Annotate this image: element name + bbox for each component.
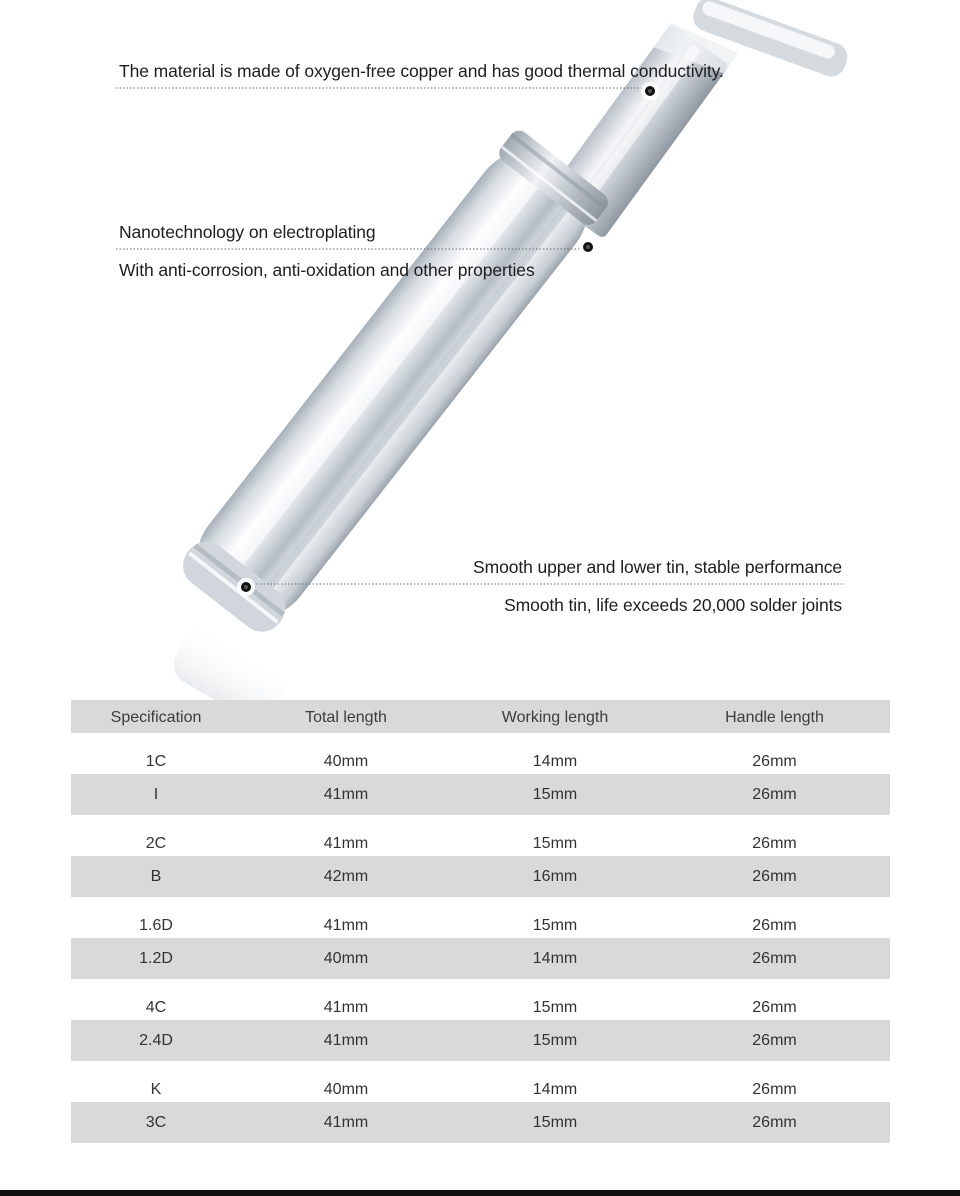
table-row <box>71 1020 890 1061</box>
header-total-length: Total length <box>305 708 387 726</box>
callout-material: The material is made of oxygen-free copper and has good thermal conductivity. <box>119 61 724 81</box>
cell-total: 40mm <box>241 938 451 979</box>
cell-working: 14mm <box>532 1081 578 1098</box>
cell-total: 40mm <box>323 1081 369 1098</box>
cell-spec: 3C <box>71 1102 241 1143</box>
cell-handle: 26mm <box>752 1081 797 1098</box>
cell-total: 41mm <box>323 835 369 852</box>
cell-working: 15mm <box>451 774 659 815</box>
cell-spec: 4C <box>145 999 167 1016</box>
cell-handle: 26mm <box>752 753 797 770</box>
callout-tin-line1: Smooth upper and lower tin, stable performance <box>473 557 842 577</box>
table-row <box>71 938 890 979</box>
cell-working: 15mm <box>451 1102 659 1143</box>
cell-spec: B <box>71 856 241 897</box>
bottom-divider <box>0 1190 960 1196</box>
cell-handle: 26mm <box>659 856 890 897</box>
header-handle-length: Handle length <box>725 708 824 726</box>
cell-handle: 26mm <box>659 1102 890 1143</box>
cell-total: 41mm <box>323 999 369 1016</box>
cell-handle: 26mm <box>752 999 797 1016</box>
cell-total: 41mm <box>241 1020 451 1061</box>
table-row <box>71 774 890 815</box>
table-row <box>71 1102 890 1143</box>
cell-working: 15mm <box>532 917 578 934</box>
cell-working: 15mm <box>532 999 578 1016</box>
cell-spec: 1C <box>145 753 167 770</box>
cell-handle: 26mm <box>659 1020 890 1061</box>
callout-dot-tin <box>237 578 255 596</box>
cell-spec: 1.6D <box>139 917 173 934</box>
table-row <box>71 815 890 856</box>
cell-total: 41mm <box>323 917 369 934</box>
cell-working: 14mm <box>451 938 659 979</box>
table-row <box>71 897 890 938</box>
spec-table <box>71 700 890 1143</box>
cell-handle: 26mm <box>752 835 797 852</box>
callout-tin-line2: Smooth tin, life exceeds 20,000 solder joints <box>504 595 842 615</box>
table-row <box>71 979 890 1020</box>
cell-spec: 2C <box>145 835 167 852</box>
table-row <box>71 733 890 774</box>
cell-working: 14mm <box>532 753 578 770</box>
callout-nano-line2: With anti-corrosion, anti-oxidation and other properties <box>119 260 535 280</box>
header-specification: Specification <box>110 708 202 726</box>
cell-handle: 26mm <box>752 917 797 934</box>
callout-dot-nano <box>579 238 597 256</box>
cell-handle: 26mm <box>659 938 890 979</box>
callout-nano-line1: Nanotechnology on electroplating <box>119 222 376 242</box>
cell-spec: I <box>71 774 241 815</box>
cell-working: 15mm <box>451 1020 659 1061</box>
cell-total: 40mm <box>323 753 369 770</box>
cell-spec: 1.2D <box>71 938 241 979</box>
cell-total: 42mm <box>241 856 451 897</box>
cell-total: 41mm <box>241 774 451 815</box>
cell-spec: 2.4D <box>71 1020 241 1061</box>
table-row <box>71 856 890 897</box>
cell-working: 15mm <box>532 835 578 852</box>
header-working-length: Working length <box>501 708 609 726</box>
cell-working: 16mm <box>451 856 659 897</box>
callout-dot-material <box>641 82 659 100</box>
cell-total: 41mm <box>241 1102 451 1143</box>
cell-spec: K <box>150 1081 162 1098</box>
tip-reflection <box>167 620 294 700</box>
spec-table-header-row <box>71 700 890 733</box>
cell-handle: 26mm <box>659 774 890 815</box>
table-row <box>71 1061 890 1102</box>
